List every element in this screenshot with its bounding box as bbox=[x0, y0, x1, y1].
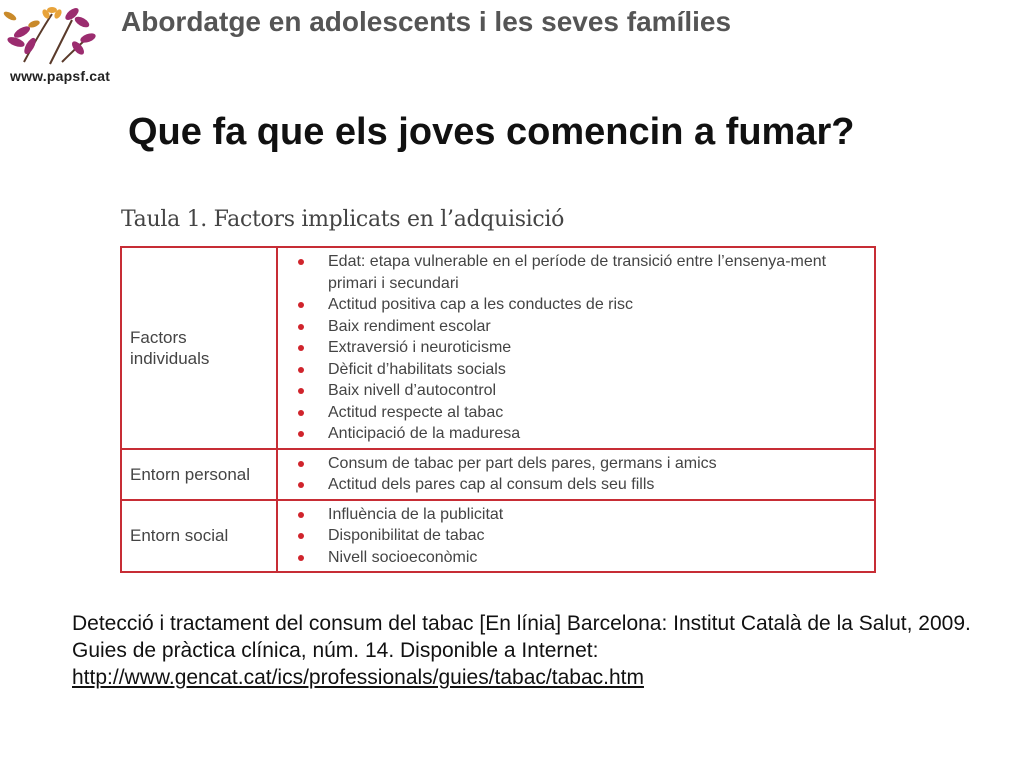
list-item: Baix nivell d’autocontrol bbox=[296, 380, 864, 402]
bullet-list bbox=[296, 251, 864, 445]
row-items bbox=[277, 247, 875, 449]
list-item: Extraversió i neuroticisme bbox=[296, 337, 864, 359]
list-item: Actitud dels pares cap al consum dels seu fills bbox=[296, 474, 864, 496]
row-category: Entorn personal bbox=[121, 449, 277, 500]
row-category: Factors individuals bbox=[121, 247, 277, 449]
reference-text: Detecció i tractament del consum del tabac [En línia] Barcelona: Institut Català de la Salut, 2009. Guies de pràctica clínica, núm. 14. Disponible a Internet: bbox=[72, 612, 971, 662]
reference-link[interactable]: http://www.gencat.cat/ics/professionals/guies/tabac/tabac.htm bbox=[72, 666, 644, 689]
table-row bbox=[121, 500, 875, 573]
list-item: Disponibilitat de tabac bbox=[296, 525, 864, 547]
header-title: Abordatge en adolescents i les seves famílies bbox=[121, 6, 732, 37]
list-item: Edat: etapa vulnerable en el període de transició entre l’ensenya-ment primari i secundari bbox=[296, 251, 864, 294]
reference-citation bbox=[72, 610, 992, 691]
list-item: Consum de tabac per part dels pares, germans i amics bbox=[296, 453, 864, 475]
factors-table bbox=[120, 246, 876, 573]
table-row bbox=[121, 449, 875, 500]
slide-title: Que fa que els joves comencin a fumar? bbox=[128, 111, 855, 153]
table-row bbox=[121, 247, 875, 449]
table-caption: Taula 1. Factors implicats en l’adquisició bbox=[121, 207, 565, 232]
bullet-list bbox=[296, 504, 864, 569]
list-item: Actitud respecte al tabac bbox=[296, 402, 864, 424]
bullet-list bbox=[296, 453, 864, 496]
list-item: Influència de la publicitat bbox=[296, 504, 864, 526]
flowers-logo-icon bbox=[2, 2, 102, 68]
papsf-logo bbox=[2, 2, 110, 92]
row-category: Entorn social bbox=[121, 500, 277, 573]
list-item: Anticipació de la maduresa bbox=[296, 423, 864, 445]
list-item: Actitud positiva cap a les conductes de risc bbox=[296, 294, 864, 316]
list-item: Baix rendiment escolar bbox=[296, 316, 864, 338]
row-items bbox=[277, 449, 875, 500]
row-items bbox=[277, 500, 875, 573]
list-item: Dèficit d’habilitats socials bbox=[296, 359, 864, 381]
list-item: Nivell socioeconòmic bbox=[296, 547, 864, 569]
logo-url-text: www.papsf.cat bbox=[10, 68, 111, 84]
